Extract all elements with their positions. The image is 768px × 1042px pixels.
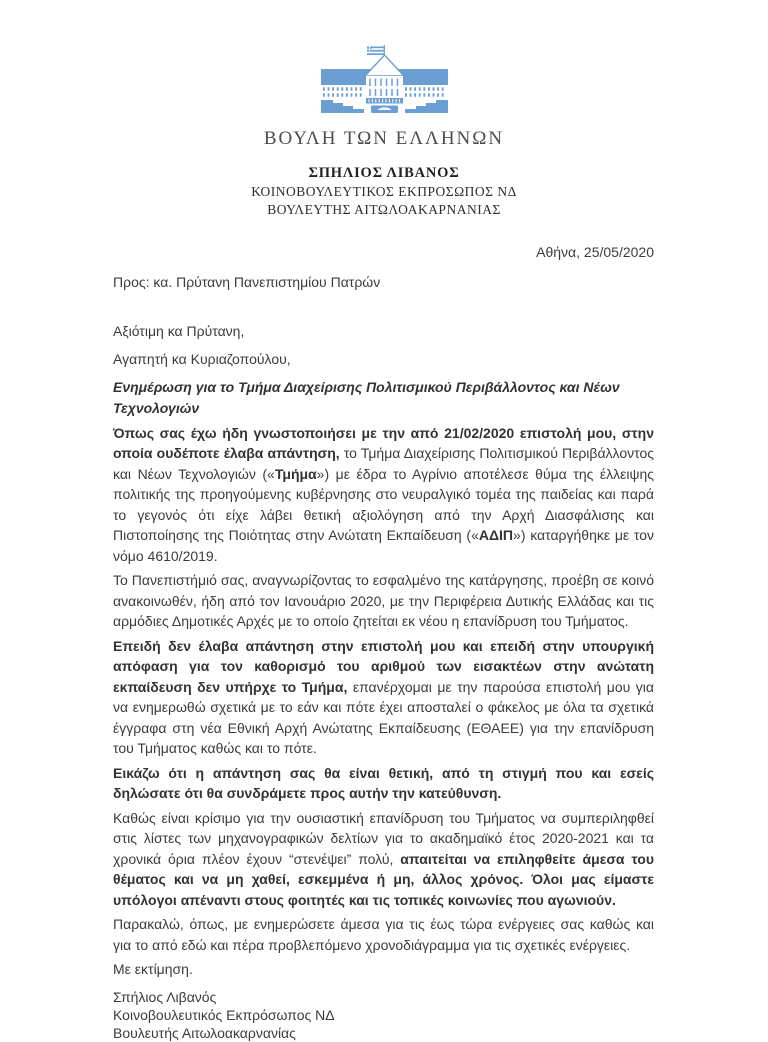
- signature-name: Σπήλιος Λιβανός: [113, 988, 217, 1005]
- letter-body: [113, 242, 654, 1042]
- hellenic-parliament-logo-icon: [321, 45, 448, 113]
- paragraph-2: Το Πανεπιστήμιό σας, αναγνωρίζοντας το εσφαλμένο της κατάργησης, προέβη σε κοινό ανακοινωθέν, ήδη από τον Ιανουάριο 2020, με την Περιφέρεια Δυτικής Ελλάδας και τις αρμόδιες Δημοτικές Αρχές με το οποίο ζητείται εκ νέου η επανίδρυση του Τμήματος.: [113, 572, 654, 629]
- letterhead: [0, 45, 768, 218]
- signature-role-1: Κοινοβουλευτικός Εκπρόσωπος ΝΔ: [113, 1006, 335, 1023]
- sender-title-2: ΒΟΥΛΕΥΤΗΣ ΑΙΤΩΛΟΑΚΑΡΝΑΝΙΑΣ: [267, 202, 501, 217]
- salutation-personal: Αγαπητή κα Κυριαζοπούλου,: [113, 351, 291, 367]
- paragraph-1: Όπως σας έχω ήδη γνωστοποιήσει με την από 21/02/2020 επιστολή μου, στην οποία ουδέποτε έλαβα απάντηση, το Τμήμα Διαχείρισης Πολιτισμικού Περιβάλλοντος και Νέων Τεχνολογιών («Τμήμα») με έδρα το Αγρίνιο αποτέλεσε θύμα της έλλειψης πολιτικής της προηγούμενης κυβέρνησης στο νευραλγικό τομέα της παιδείας και παρά το γεγονός ότι είχε λάβει θετική αξιολόγηση από την Αρχή Διασφάλισης και Πιστοποίησης της Ποιότητας στην Ανώτατη Εκπαίδευση («ΑΔΙΠ») καταργήθηκε με τον νόμο 4610/2019.: [113, 424, 654, 564]
- subject-line: Ενημέρωση για το Τμήμα Διαχείρισης Πολιτισμικού Περιβάλλοντος και Νέων Τεχνολογιών: [113, 379, 620, 416]
- paragraph-5: Καθώς είναι κρίσιμο για την ουσιαστική επανίδρυση του Τμήματος να συμπεριληφθεί στις λίστες των μηχανογραφικών δελτίων για το ακαδημαϊκό έτος 2020-2021 και τα χρονικά όρια πλέον έχουν “στενέψει” πολύ, απαιτείται να επιληφθείτε άμεσα του θέματος και να μη χαθεί, εσκεμμένα ή μη, άλλος χρόνος. Όλοι μας είμαστε υπόλογοι απέναντι στους φοιτητές και τις τοπικές κοινωνίες που αγωνιούν.: [113, 809, 654, 908]
- recipient-line: Προς: κα. Πρύτανη Πανεπιστημίου Πατρών: [113, 273, 381, 290]
- dateline: Αθήνα, 25/05/2020: [536, 244, 654, 260]
- sender-name: ΣΠΗΛΙΟΣ ΛΙΒΑΝΟΣ: [308, 165, 460, 181]
- sender-title-1: ΚΟΙΝΟΒΟΥΛΕΥΤΙΚΟΣ ΕΚΠΡΟΣΩΠΟΣ ΝΔ: [251, 184, 517, 199]
- salutation-formal: Αξιότιμη κα Πρύτανη,: [113, 323, 245, 339]
- institution-title: ΒΟΥΛΗ ΤΩΝ ΕΛΛΗΝΩΝ: [263, 128, 505, 149]
- closing-line: Με εκτίμηση.: [113, 961, 193, 977]
- paragraph-4: Εικάζω ότι η απάντηση σας θα είναι θετική, από τη στιγμή που και εσείς δηλώσατε ότι θα συνδράμετε προς αυτήν την κατεύθυνση.: [113, 764, 654, 801]
- paragraph-3: Επειδή δεν έλαβα απάντηση στην επιστολή μου και επειδή στην υπουργική απόφαση για τον καθορισμό του αριθμού των εισακτέων στην ανώτατη εκπαίδευση δεν υπήρχε το Τμήμα, επανέρχομαι με την παρούσα επιστολή μου για να ενημερωθώ σχετικά με το εάν και πότε έχει αποσταλεί ο φάκελος με όλα τα σχετικά έγγραφα στη νέα Εθνική Αρχή Ανώτατης Εκπαίδευσης (ΕΘΑΕΕ) για την επανίδρυση του Τμήματος καθώς και το πότε.: [113, 637, 654, 756]
- signature-block: [113, 988, 654, 1042]
- paragraph-6: Παρακαλώ, όπως, με ενημερώσετε άμεσα για τις έως τώρα ενέργειες σας καθώς και για το από εδώ και πέρα προβλεπόμενο χρονοδιάγραμμα για τις σχετικές ενέργειες.: [113, 916, 654, 953]
- signature-role-2: Βουλευτής Αιτωλοακαρνανίας: [113, 1024, 296, 1041]
